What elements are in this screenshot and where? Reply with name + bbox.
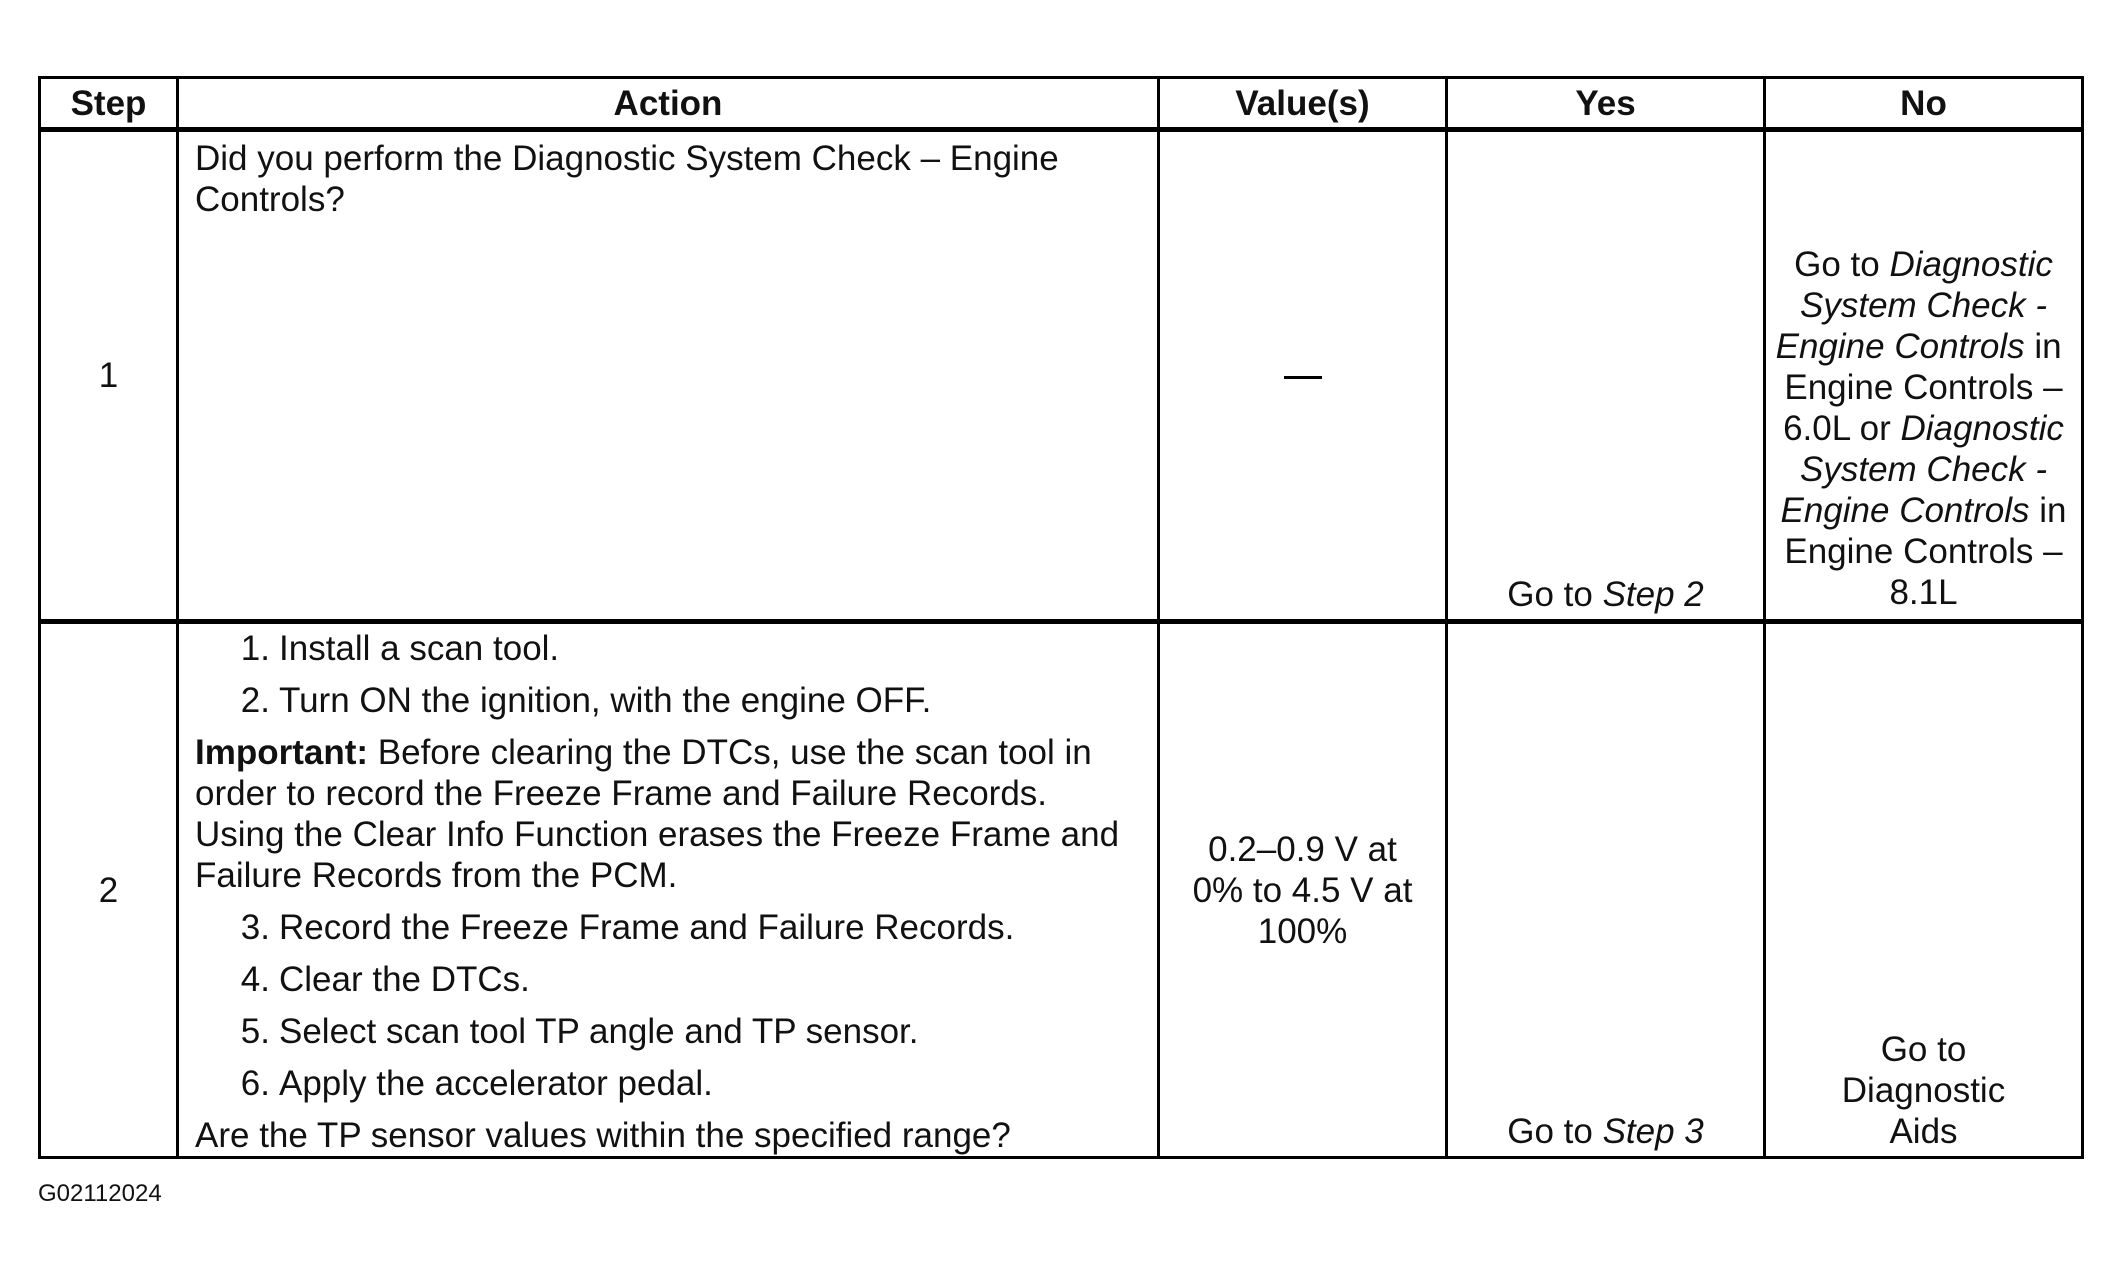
header-step: Step (40, 78, 178, 130)
action-question: Did you perform the Diagnostic System Check – Engine Controls? (195, 139, 1059, 219)
header-action: Action (178, 78, 1159, 130)
list-item-text: Apply the accelerator pedal. (279, 1064, 713, 1103)
no-mid-text-2: in Engine Controls – 8.1L (1784, 491, 2067, 612)
list-item (195, 1011, 1143, 1052)
no-cell (1765, 622, 2083, 1158)
list-item-text: Clear the DTCs. (279, 960, 530, 999)
yes-prefix: Go to (1507, 1112, 1603, 1151)
list-item-number: 4. (240, 960, 270, 999)
header-values: Value(s) (1159, 78, 1447, 130)
list-item (195, 628, 1143, 669)
list-item-text: Select scan tool TP angle and TP sensor. (279, 1012, 919, 1051)
no-link-6-0l[interactable]: Diagnostic System Check - Engine Controls (1775, 245, 2053, 366)
no-cell (1765, 130, 2083, 622)
list-item-number: 3. (240, 908, 270, 947)
yes-step-link[interactable]: Step 2 (1602, 575, 1704, 614)
value-cell (1159, 622, 1447, 1158)
no-link-8-1l[interactable]: Diagnostic System Check - Engine Controls (1780, 409, 2064, 530)
list-item-number: 6. (240, 1064, 270, 1103)
diagnostic-table (38, 76, 2084, 1159)
list-item-number: 2. (240, 681, 270, 720)
yes-cell (1447, 130, 1765, 622)
action-cell (178, 622, 1159, 1158)
value-cell (1159, 130, 1447, 622)
header-yes: Yes (1447, 78, 1765, 130)
figure-id: G02112024 (38, 1180, 162, 1207)
list-item-number: 1. (240, 629, 270, 668)
value-text: 0.2–0.9 V at 0% to 4.5 V at 100% (1192, 829, 1413, 951)
important-label: Important: (195, 733, 369, 772)
yes-cell (1447, 622, 1765, 1158)
yes-prefix: Go to (1507, 575, 1603, 614)
important-note (195, 732, 1143, 896)
header-no: No (1765, 78, 2083, 130)
table-header-row (40, 78, 2083, 130)
list-item (195, 680, 1143, 721)
list-item (195, 959, 1143, 1000)
list-item-text: Turn ON the ignition, with the engine OFF. (279, 681, 932, 720)
list-item (195, 1063, 1143, 1104)
list-item-text: Install a scan tool. (279, 629, 560, 668)
no-mid-text-1: in (2024, 327, 2072, 366)
list-item-number: 5. (240, 1012, 270, 1051)
action-cell (178, 130, 1159, 622)
list-item-text: Record the Freeze Frame and Failure Records. (279, 908, 1015, 947)
yes-step-link[interactable]: Step 3 (1602, 1112, 1704, 1151)
no-prefix: Go to (1794, 245, 1890, 284)
step-number: 2 (40, 622, 178, 1158)
list-item (195, 907, 1143, 948)
table-row-step-1 (40, 130, 2083, 622)
empty-value-dash (1284, 376, 1322, 379)
action-question: Are the TP sensor values within the specified range? (195, 1116, 1011, 1155)
no-diagnostic-aids-link[interactable]: Go to Diagnostic Aids (1841, 1030, 2006, 1151)
no-plain-text: Engine Controls – 6.0L or (1783, 368, 2063, 448)
step-number: 1 (40, 130, 178, 622)
table-row-step-2 (40, 622, 2083, 1158)
important-text: Before clearing the DTCs, use the scan tool in order to record the Freeze Frame and Failure Records. Using the Clear Info Function erases the Freeze Frame and Failure Records from the PCM. (195, 733, 1120, 895)
